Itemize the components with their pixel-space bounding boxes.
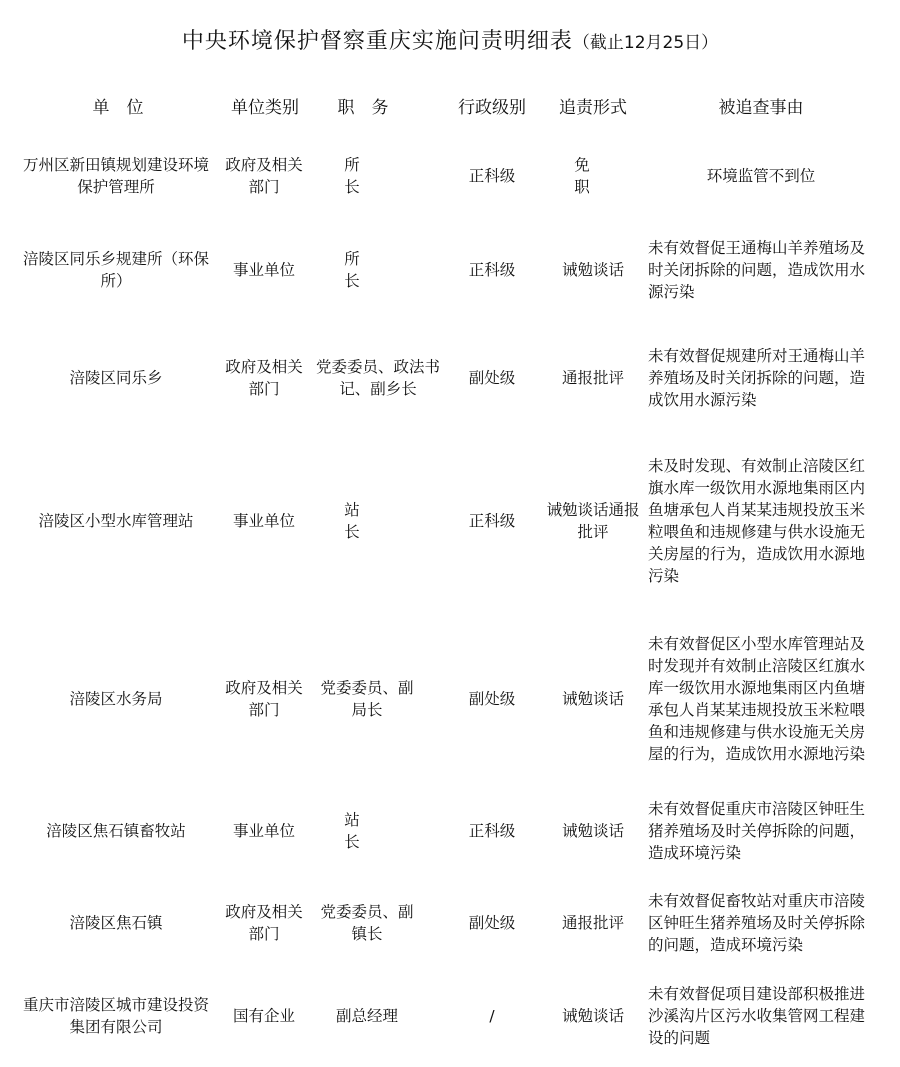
cell-position: 副总经理 <box>335 1007 398 1025</box>
cell-position: 站 长 <box>344 811 420 851</box>
cell-form: 通报批评 <box>561 914 624 932</box>
cell-level: 正科级 <box>468 822 516 840</box>
cell-reason: 未有效督促区小型水库管理站及时发现并有效制止涪陵区红旗水库一级饮用水源地集雨区内鱼塘承包人肖某某违规投放玉米粒喂鱼和违规修建与供水设施无关房屋的行为，造成饮用水源地污染 <box>648 635 866 763</box>
cell-form: 诫勉谈话 <box>561 261 624 279</box>
table-header <box>0 92 900 118</box>
header-level: 行政级别 <box>458 97 526 118</box>
cell-form: 诫勉谈话 <box>561 690 624 708</box>
cell-reason: 未及时发现、有效制止涪陵区红旗水库一级饮用水源地集雨区内鱼塘承包人肖某某违规投放玉米粒喂鱼和违规修建与供水设施无关房屋的行为，造成饮用水源地污染 <box>648 457 866 585</box>
cell-level: 正科级 <box>468 261 516 279</box>
cell-form: 诫勉谈话 <box>561 822 624 840</box>
header-category: 单位类别 <box>231 97 299 118</box>
cell-unit: 涪陵区同乐乡 <box>69 369 163 387</box>
cell-unit: 涪陵区焦石镇畜牧站 <box>46 822 186 840</box>
cell-unit: 涪陵区焦石镇 <box>69 914 163 932</box>
cell-form: 通报批评 <box>561 369 624 387</box>
cell-level: 副处级 <box>468 690 516 708</box>
cell-unit: 涪陵区水务局 <box>69 690 163 708</box>
cell-category: 国有企业 <box>232 1007 295 1025</box>
cell-position: 站 长 <box>344 501 420 541</box>
cell-reason: 未有效督促重庆市涪陵区钟旺生猪养殖场及时关停拆除的问题，造成环境污染 <box>648 800 866 862</box>
cell-form: 免 职 <box>574 156 650 196</box>
cell-position: 所 长 <box>344 250 420 290</box>
cell-category: 事业单位 <box>232 261 295 279</box>
cell-position: 党委委员、政法书记、副乡长 <box>316 358 441 398</box>
title-main: 中央环境保护督察重庆实施问责明细表 <box>181 29 573 54</box>
cell-category: 事业单位 <box>232 512 295 530</box>
cell-reason: 未有效督促王通梅山羊养殖场及时关闭拆除的问题，造成饮用水源污染 <box>648 239 866 301</box>
cell-category: 事业单位 <box>232 822 295 840</box>
cell-position: 党委委员、副镇长 <box>320 903 414 943</box>
header-unit: 单 位 <box>92 97 144 118</box>
cell-category: 政府及相关部门 <box>225 903 303 943</box>
cell-position: 所 长 <box>344 156 420 196</box>
cell-unit: 涪陵区小型水库管理站 <box>38 512 194 530</box>
cell-level: 副处级 <box>468 914 516 932</box>
title-date-note: （截止12月25日） <box>572 33 719 53</box>
cell-form: 诫勉谈话通报批评 <box>546 501 640 541</box>
cell-category: 政府及相关部门 <box>225 156 303 196</box>
cell-form: 诫勉谈话 <box>561 1007 624 1025</box>
cell-unit: 重庆市涪陵区城市建设投资集团有限公司 <box>22 996 209 1036</box>
page-title <box>0 24 900 55</box>
cell-level: 副处级 <box>468 369 516 387</box>
cell-reason: 未有效督促畜牧站对重庆市涪陵区钟旺生猪养殖场及时关停拆除的问题，造成环境污染 <box>648 892 866 954</box>
cell-category: 政府及相关部门 <box>225 679 303 719</box>
cell-unit: 万州区新田镇规划建设环境保护管理所 <box>22 156 209 196</box>
cell-reason: 未有效督促项目建设部积极推进沙溪沟片区污水收集管网工程建设的问题 <box>648 985 866 1047</box>
cell-unit: 涪陵区同乐乡规建所（环保所） <box>22 250 209 290</box>
cell-reason: 环境监管不到位 <box>706 167 816 185</box>
cell-level: / <box>489 1007 495 1025</box>
cell-reason: 未有效督促规建所对王通梅山羊养殖场及时关闭拆除的问题，造成饮用水源污染 <box>648 347 866 409</box>
cell-category: 政府及相关部门 <box>225 358 303 398</box>
header-reason: 被追查事由 <box>718 97 804 118</box>
cell-position: 党委委员、副局长 <box>320 679 414 719</box>
cell-level: 正科级 <box>468 167 516 185</box>
header-position: 职 务 <box>337 97 389 118</box>
cell-level: 正科级 <box>468 512 516 530</box>
header-form: 追责形式 <box>559 97 627 118</box>
